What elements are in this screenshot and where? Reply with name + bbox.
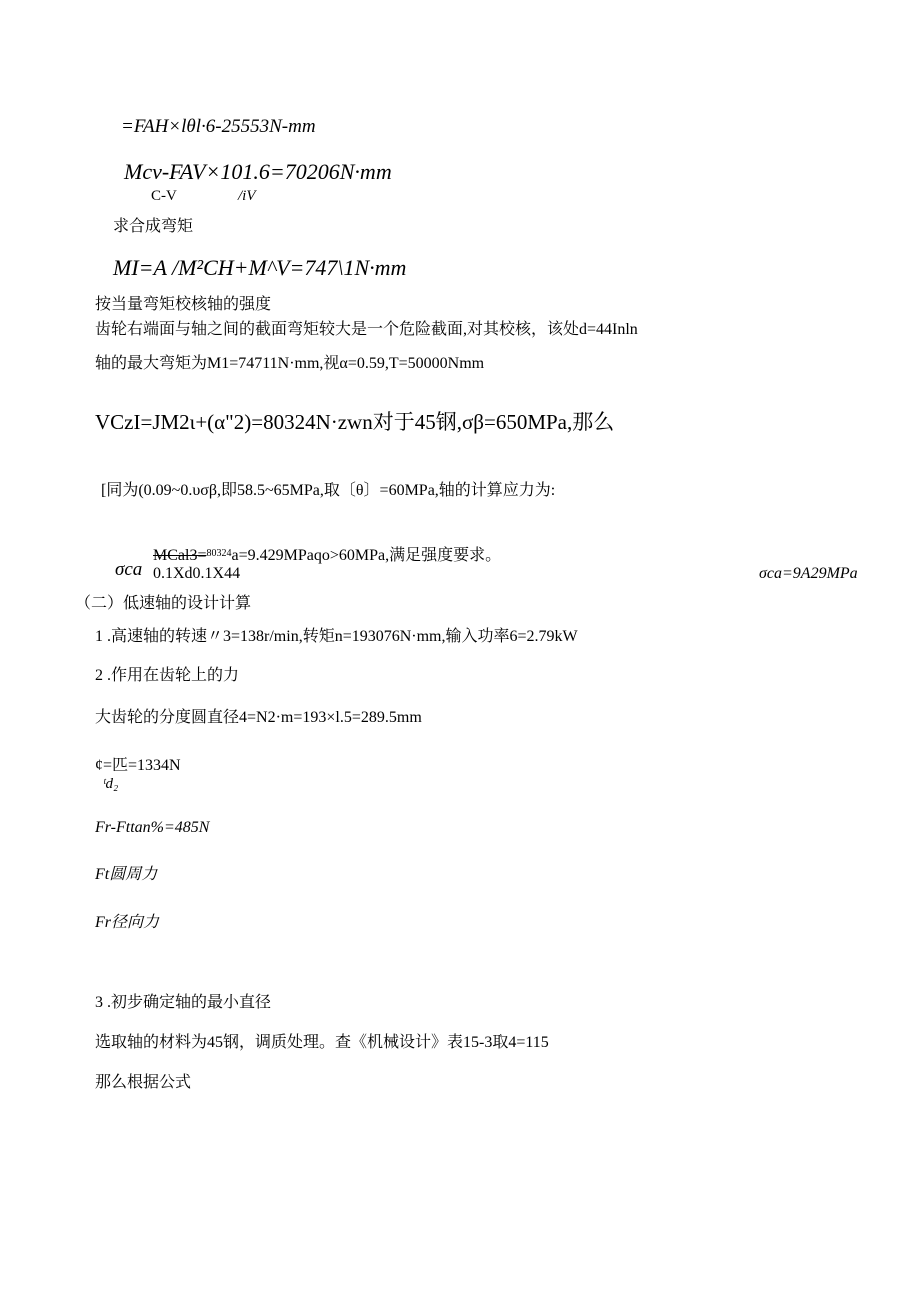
formula-denominator: 0.1Xd0.1X44 bbox=[153, 565, 241, 582]
calc-stress-result: a=9.429MPaqo>60MPa,满足强度要求。 bbox=[231, 547, 502, 564]
heading-strength-check: 按当量弯矩校核轴的强度 bbox=[95, 296, 272, 313]
section-heading-low-speed-shaft: （二）低速轴的设计计算 bbox=[75, 595, 252, 612]
heading-combined-moment: 求合成弯矩 bbox=[113, 218, 194, 235]
formula-calc-stress bbox=[153, 548, 501, 564]
item-2-gear-forces: 2 .作用在齿轮上的力 bbox=[95, 667, 240, 684]
formula-fah: =FAH×lθl·6-25553N-mm bbox=[121, 116, 316, 137]
definition-fr: Fr径向力 bbox=[95, 914, 160, 931]
paragraph-allowable-stress: [同为(0.09~0.υσβ,即58.5~65MPa,取〔θ〕=60MPa,轴的计算应力为: bbox=[101, 482, 556, 499]
subscript-iv: /iV bbox=[238, 188, 256, 204]
paragraph-material: 选取轴的材料为45钢，调质处理。查《机械设计》表15-3取4=115 bbox=[95, 1034, 549, 1051]
calc-stress-superscript: 80324 bbox=[206, 548, 232, 559]
paragraph-formula-intro: 那么根据公式 bbox=[95, 1074, 192, 1091]
formula-combined-moment: MI=A /M²CH+M^V=747\1N·mm bbox=[113, 255, 407, 280]
formula-equivalent-moment: VCzI=JM2ι+(α"2)=80324N·zwn对于45钢,σβ=650MPa,那么 bbox=[95, 410, 615, 434]
paragraph-pitch-diameter: 大齿轮的分度圆直径4=N2·m=193×l.5=289.5mm bbox=[95, 709, 422, 726]
item-3-min-diameter: 3 .初步确定轴的最小直径 bbox=[95, 994, 272, 1011]
sigma-ca-label: σca bbox=[115, 559, 143, 580]
sigma-ca-result: σca=9A29MPa bbox=[759, 565, 858, 582]
subscript-d2: ᵗd₂ bbox=[103, 776, 119, 792]
calc-stress-numerator: MCal3= bbox=[153, 547, 207, 564]
item-1-speed-torque: 1 .高速轴的转速〃3=138r/min,转矩n=193076N·mm,输入功率6=2.79kW bbox=[95, 628, 578, 645]
formula-radial-force: Fr-Fttan%=485N bbox=[95, 819, 210, 836]
formula-mcv: Mcv-FAV×101.6=70206N·mm bbox=[124, 159, 392, 184]
paragraph-max-moment: 轴的最大弯矩为M1=74711N·mm,视α=0.59,T=50000Nmm bbox=[95, 355, 485, 372]
formula-tangential-force: ¢=匹=1334N bbox=[95, 757, 181, 774]
definition-ft: Ft圆周力 bbox=[95, 866, 158, 883]
paragraph-critical-section: 齿轮右端面与轴之间的截面弯矩较大是一个危险截面,对其校核，该处d=44Inln bbox=[95, 321, 638, 338]
subscript-cv: C-V bbox=[151, 188, 177, 204]
